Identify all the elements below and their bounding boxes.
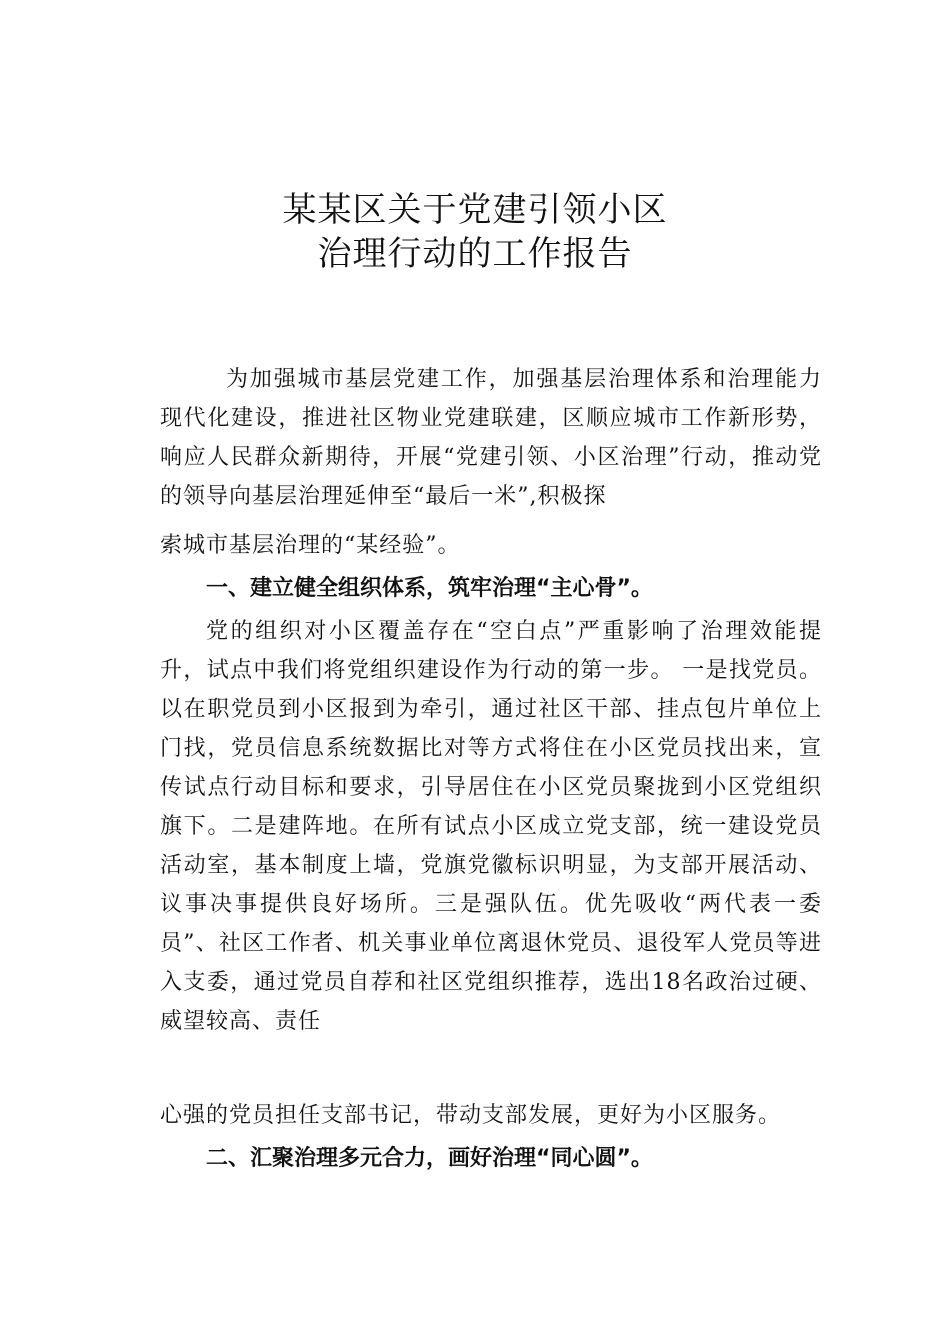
section-1-paragraph-tail: 心强的党员担任支部书记，带动支部发展，更好为小区服务。 (160, 1103, 782, 1128)
report-title-line-2: 治理行动的工作报告 (317, 234, 633, 274)
intro-paragraph: 为加强城市基层党建工作，加强基层治理体系和治理能力现代化建设，推进社区物业党建联建，区顺应城市工作新形势，响应人民群众新期待，开展“党建引领、小区治理”行动，推动党的领导向基层治理延伸至“最后一米”,积极探 (160, 367, 822, 509)
section-1-heading: 一、建立健全组织体系，筑牢治理“主心骨”。 (206, 576, 653, 601)
intro-paragraph-tail: 索城市基层治理的“某经验”。 (160, 533, 461, 558)
section-2-heading: 二、汇聚治理多元合力，画好治理“同心圆”。 (206, 1146, 653, 1171)
section-1-paragraph: 党的组织对小区覆盖存在“空白点”严重影响了治理效能提升，试点中我们将党组织建设作为行动的第一步。 一是找党员。以在职党员到小区报到为牵引，通过社区干部、挂点包片单位上门找，党员信息系统数据比对等方式将住在小区党员找出来，宣传试点行动目标和要求，引导居住在小区党员聚拢到小区党组织旗下。二是建阵地。在所有试点小区成立党支部，统一建设党员活动室，基本制度上墙，党旗党徽标识明显，为支部开展活动、议事决事提供良好场所。三是强队伍。优先吸收“两代表一委员”、社区工作者、机关事业单位离退休党员、退役军人党员等进入支委，通过党员自荐和社区党组织推荐，选出18名政治过硬、威望较高、责任 (160, 619, 822, 1034)
report-title-line-1: 某某区关于党建引领小区 (282, 190, 668, 230)
